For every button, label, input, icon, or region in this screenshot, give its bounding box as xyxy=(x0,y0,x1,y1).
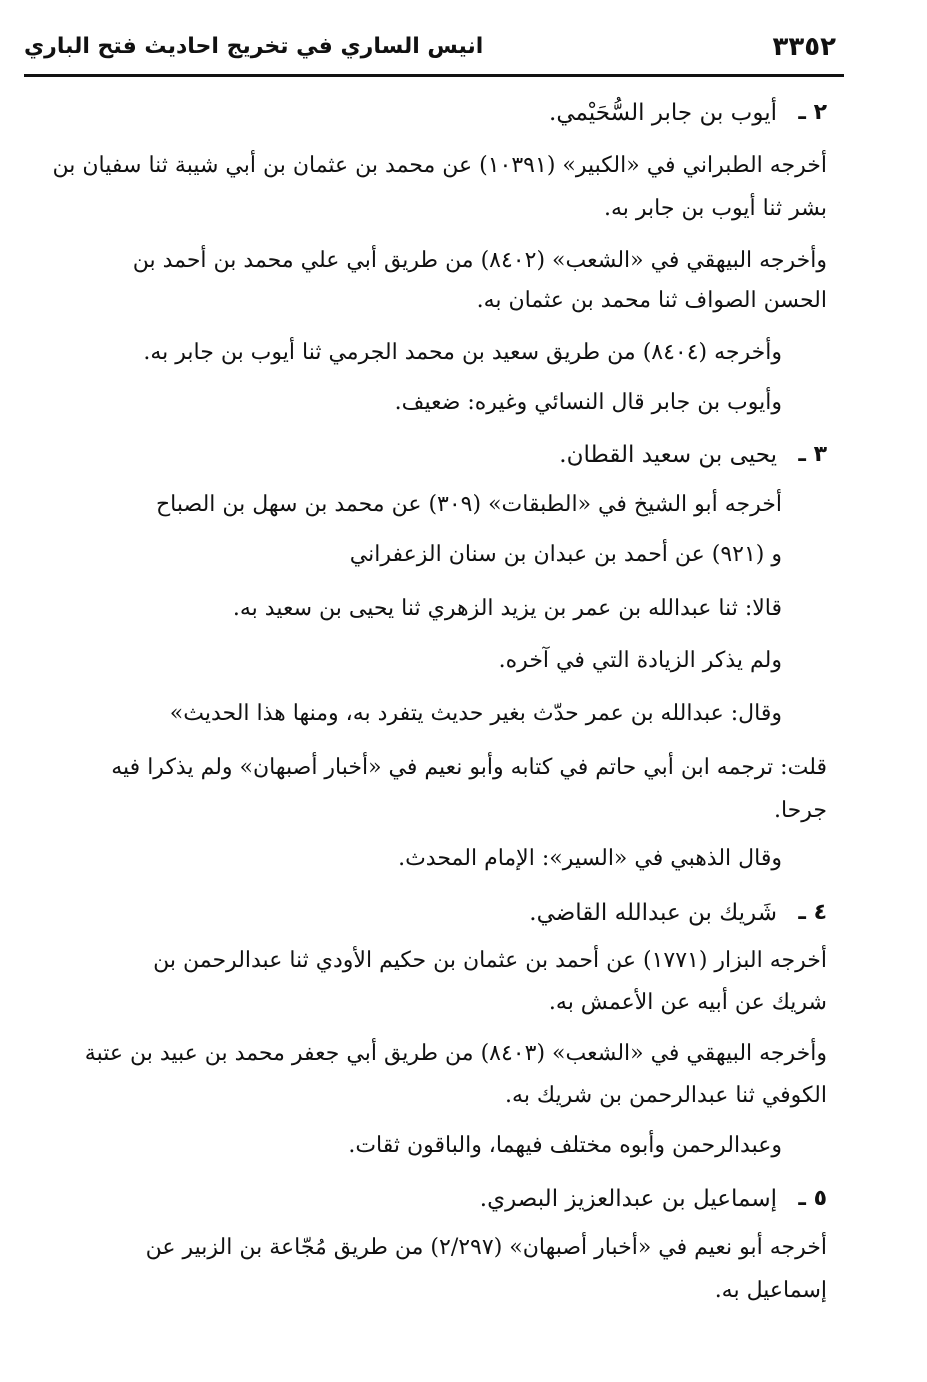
entry-number: ٥ ـ xyxy=(798,1186,827,1211)
text-line: إسماعيل به. xyxy=(714,1278,827,1303)
text-line: ولم يذكر الزيادة التي في آخره. xyxy=(498,648,782,673)
text-line: أخرجه البزار (١٧٧١) عن أحمد بن عثمان بن حكيم الأودي ثنا عبدالرحمن بن xyxy=(153,948,827,973)
entry-number: ٤ ـ xyxy=(798,900,827,925)
text-line: وعبدالرحمن وأبوه مختلف فيهما، والباقون ثقات. xyxy=(348,1133,782,1158)
entry-heading: شَريك بن عبدالله القاضي. xyxy=(529,900,777,926)
entry-number: ٢ ـ xyxy=(798,100,827,125)
text-line: وأخرجه البيهقي في «الشعب» (٨٤٠٣) من طريق أبي جعفر محمد بن عبيد بن عتبة xyxy=(84,1041,827,1066)
running-title: انيس الساري في تخريج احاديث فتح الباري xyxy=(24,34,484,59)
text-line: أخرجه الطبراني في «الكبير» (١٠٣٩١) عن محمد بن عثمان بن أبي شيبة ثنا سفيان بن xyxy=(52,153,827,178)
text-line: وأخرجه (٨٤٠٤) من طريق سعيد بن محمد الجرمي ثنا أيوب بن جابر به. xyxy=(143,340,782,365)
text-line: قالا: ثنا عبدالله بن عمر بن يزيد الزهري ثنا يحيى بن سعيد به. xyxy=(232,596,782,621)
text-line: أخرجه أبو الشيخ في «الطبقات» (٣٠٩) عن محمد بن سهل بن الصباح xyxy=(155,492,782,517)
entry-heading: أيوب بن جابر السُّحَيْمي. xyxy=(549,100,777,126)
entry-number: ٣ ـ xyxy=(798,442,827,467)
text-line: الحسن الصواف ثنا محمد بن عثمان به. xyxy=(476,288,827,313)
text-line: أخرجه أبو نعيم في «أخبار أصبهان» (٢/٢٩٧) من طريق مُجّاعة بن الزبير عن xyxy=(145,1235,827,1260)
entry-heading: إسماعيل بن عبدالعزيز البصري. xyxy=(479,1186,777,1212)
text-line: قلت: ترجمه ابن أبي حاتم في كتابه وأبو نعيم في «أخبار أصبهان» ولم يذكرا فيه xyxy=(111,755,827,780)
text-line: جرحا. xyxy=(773,798,827,823)
entry-heading: يحيى بن سعيد القطان. xyxy=(559,442,777,468)
text-line: الكوفي ثنا عبدالرحمن بن شريك به. xyxy=(505,1083,827,1108)
text-line: بشر ثنا أيوب بن جابر به. xyxy=(604,196,827,221)
text-line: شريك عن أبيه عن الأعمش به. xyxy=(548,990,827,1015)
text-line: و (٩٢١) عن أحمد بن عبدان بن سنان الزعفراني xyxy=(349,542,782,567)
text-line: وقال الذهبي في «السير»: الإمام المحدث. xyxy=(398,846,782,871)
text-line: وأيوب بن جابر قال النسائي وغيره: ضعيف. xyxy=(394,390,782,415)
text-line: وأخرجه البيهقي في «الشعب» (٨٤٠٢) من طريق أبي علي محمد بن أحمد بن xyxy=(132,248,827,273)
page-header xyxy=(24,30,844,77)
text-line: وقال: عبدالله بن عمر حدّث بغير حديث يتفرد به، ومنها هذا الحديث» xyxy=(169,701,782,726)
page-number: ٣٣٥٢ xyxy=(772,32,836,62)
